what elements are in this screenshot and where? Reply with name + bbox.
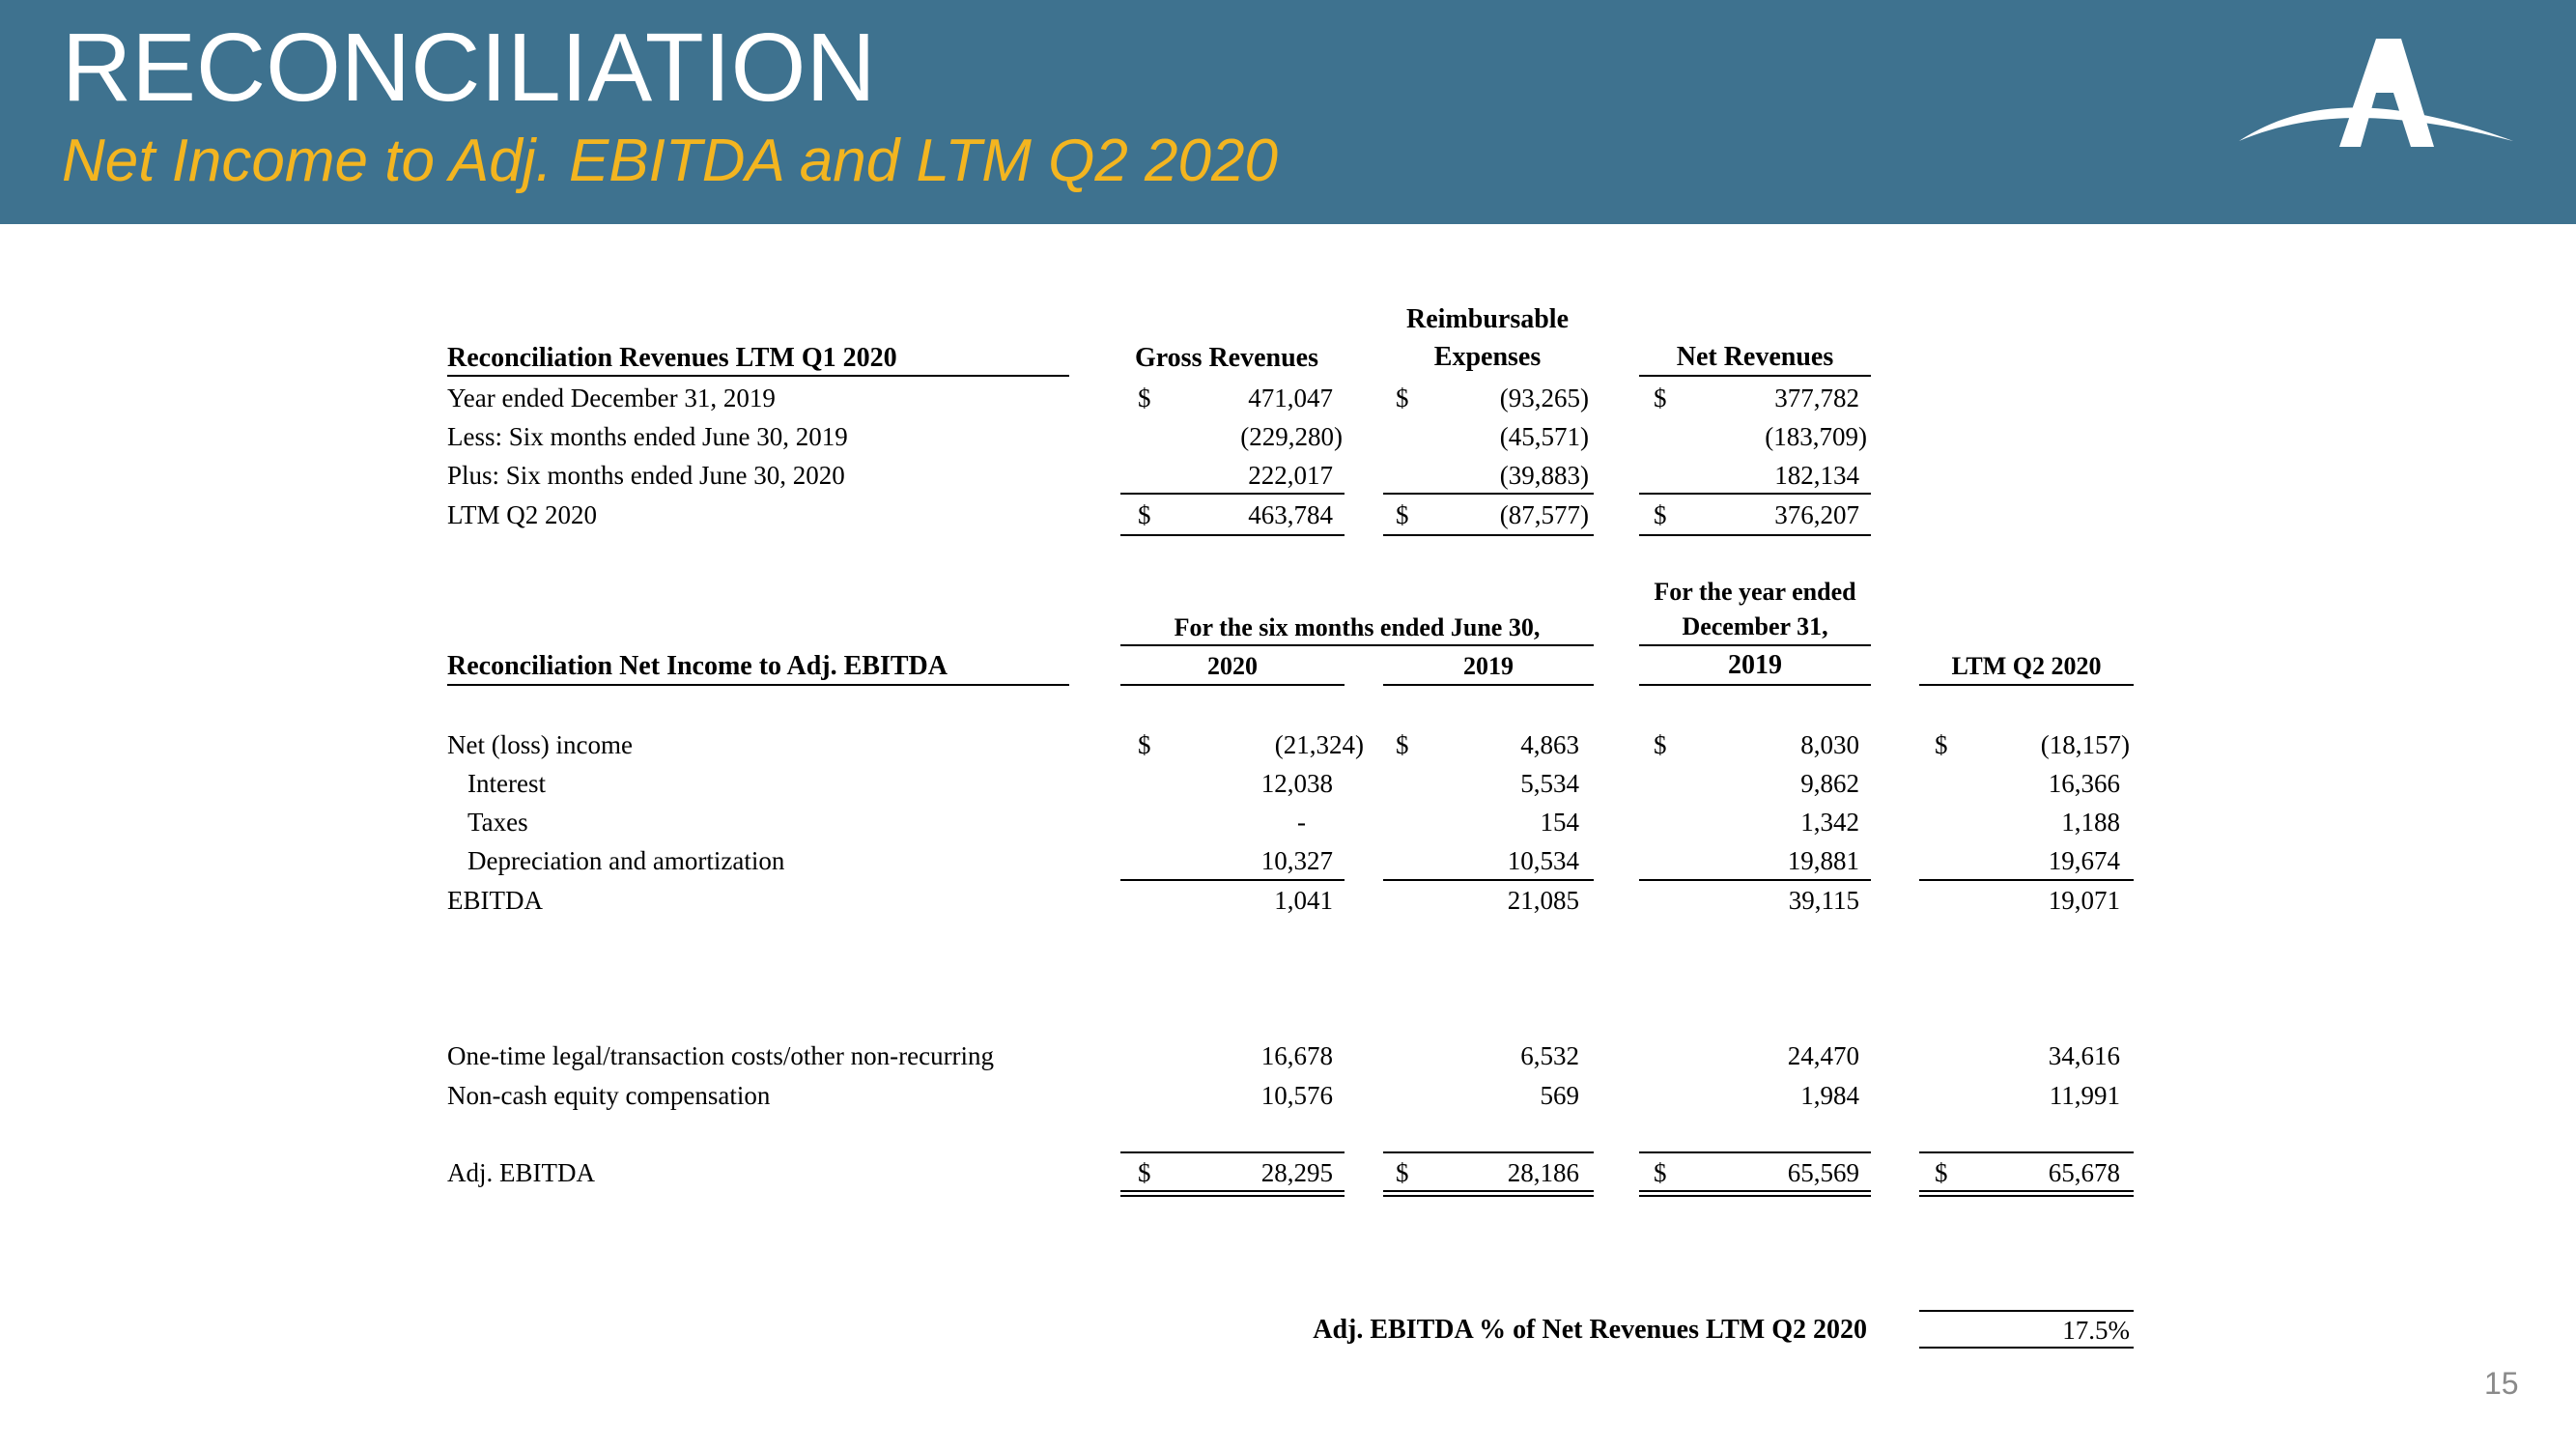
value-year-2019: 24,470: [1787, 1041, 1859, 1070]
currency-symbol: $: [1654, 500, 1667, 529]
rev-row-label: Less: Six months ended June 30, 2019: [447, 422, 848, 451]
rev-subtotal-line: [1383, 493, 1594, 495]
value-ltm: 11,991: [2049, 1081, 2120, 1110]
value-year-2019: 39,115: [1788, 886, 1859, 915]
margin-value: 17.5%: [2062, 1316, 2130, 1345]
ebitda-subtotal-line: [1383, 879, 1594, 881]
six-months-header-underline: [1120, 644, 1594, 646]
rev-net-value: 182,134: [1774, 461, 1859, 490]
ebitda-header-underline: [1919, 684, 2134, 686]
ebitda-subtotal-line: [1919, 879, 2134, 881]
value-2019: 6,532: [1520, 1041, 1579, 1070]
rev-reimb-value: (87,577): [1499, 500, 1589, 529]
adj-ebitda-double-underline: [1383, 1190, 1594, 1197]
ebitda-header-underline: [1639, 684, 1871, 686]
currency-symbol: $: [1138, 500, 1151, 529]
currency-symbol: $: [1396, 384, 1409, 412]
ebitda-header-underline: [447, 684, 1069, 686]
currency-symbol: $: [1935, 730, 1948, 759]
ebitda-row-label: Adj. EBITDA: [447, 1158, 595, 1187]
ebitda-subtotal-line: [1120, 879, 1345, 881]
rev-gross-value: 471,047: [1248, 384, 1333, 412]
currency-symbol: $: [1654, 384, 1667, 412]
value-ltm: 1,188: [2061, 808, 2120, 837]
col-ltm-q2-2020: LTM Q2 2020: [1951, 652, 2102, 680]
arrow-arch-logo-icon: [2231, 33, 2521, 149]
ebitda-header-underline: [1383, 684, 1594, 686]
revenues-table-title: Reconciliation Revenues LTM Q1 2020: [447, 343, 897, 373]
page-title: RECONCILIATION: [62, 14, 876, 122]
adj-ebitda-top-line: [1919, 1151, 2134, 1153]
ebitda-row-label: EBITDA: [447, 886, 543, 915]
header-band: [0, 0, 2576, 224]
col-year-2019: 2019: [1728, 650, 1782, 680]
rev-net-value: 377,782: [1774, 384, 1859, 412]
page-subtitle: Net Income to Adj. EBITDA and LTM Q2 2020: [62, 128, 1278, 194]
col-net-revenues: Net Revenues: [1676, 342, 1834, 372]
col-gross-revenues: Gross Revenues: [1134, 343, 1319, 373]
value-2020: 28,295: [1260, 1158, 1333, 1187]
value-ltm: 65,678: [2048, 1158, 2120, 1187]
value-2020: 16,678: [1260, 1041, 1333, 1070]
value-year-2019: 8,030: [1800, 730, 1859, 759]
rev-reimb-value: (39,883): [1499, 461, 1589, 490]
value-year-2019: 9,862: [1800, 769, 1859, 798]
value-2020: (21,324): [1274, 730, 1364, 759]
adj-ebitda-double-underline: [1120, 1190, 1345, 1197]
value-2019: 10,534: [1507, 846, 1579, 875]
rev-gross-value: 463,784: [1248, 500, 1333, 529]
currency-symbol: $: [1396, 500, 1409, 529]
col-2020: 2020: [1207, 652, 1258, 680]
value-2019: 4,863: [1520, 730, 1579, 759]
currency-symbol: $: [1654, 1158, 1667, 1187]
rev-gross-value: (229,280): [1240, 422, 1343, 451]
value-year-2019: 1,342: [1800, 808, 1859, 837]
col-net-revenues-underline: [1639, 375, 1871, 377]
currency-symbol: $: [1138, 384, 1151, 412]
currency-symbol: $: [1396, 1158, 1409, 1187]
page-number: 15: [2484, 1366, 2519, 1401]
adj-ebitda-top-line: [1639, 1151, 1871, 1153]
ebitda-row-label: Interest: [467, 769, 546, 798]
currency-symbol: $: [1138, 1158, 1151, 1187]
rev-subtotal-line: [1639, 493, 1871, 495]
rev-row-label: Plus: Six months ended June 30, 2020: [447, 461, 845, 490]
margin-top-line: [1919, 1310, 2134, 1312]
currency-symbol: $: [1654, 730, 1667, 759]
margin-label: Adj. EBITDA % of Net Revenues LTM Q2 2020: [1313, 1315, 1867, 1345]
adj-ebitda-top-line: [1120, 1151, 1345, 1153]
value-ltm: 19,674: [2048, 846, 2120, 875]
col-2019: 2019: [1463, 652, 1514, 680]
adj-ebitda-top-line: [1383, 1151, 1594, 1153]
rev-row-label: LTM Q2 2020: [447, 500, 598, 529]
year-ended-header-line1: For the year ended: [1654, 578, 1856, 606]
ebitda-row-label: One-time legal/transaction costs/other non-recurring: [447, 1041, 995, 1070]
rev-net-value: 376,207: [1774, 500, 1859, 529]
rev-net-value: (183,709): [1765, 422, 1867, 451]
col-reimbursable-line1: Reimbursable: [1406, 304, 1569, 334]
value-ltm: 34,616: [2048, 1041, 2120, 1070]
ebitda-subtotal-line: [1639, 879, 1871, 881]
value-year-2019: 19,881: [1787, 846, 1859, 875]
rev-subtotal-line: [1120, 493, 1345, 495]
value-2020: 10,327: [1260, 846, 1333, 875]
year-header-underline: [1639, 644, 1871, 646]
rev-total-line: [1120, 534, 1345, 536]
value-2020: 1,041: [1274, 886, 1333, 915]
value-2020: 10,576: [1260, 1081, 1333, 1110]
year-ended-header-line2: December 31,: [1682, 612, 1828, 640]
value-year-2019: 1,984: [1800, 1081, 1859, 1110]
value-year-2019: 65,569: [1787, 1158, 1859, 1187]
value-2019: 5,534: [1520, 769, 1579, 798]
value-2019: 21,085: [1507, 886, 1579, 915]
ebitda-header-underline: [1120, 684, 1345, 686]
value-2019: 569: [1540, 1081, 1579, 1110]
value-2019: 28,186: [1507, 1158, 1579, 1187]
six-months-header: For the six months ended June 30,: [1174, 613, 1541, 641]
value-ltm: 16,366: [2048, 769, 2120, 798]
value-2020: 12,038: [1260, 769, 1333, 798]
value-ltm: (18,157): [2040, 730, 2130, 759]
ebitda-table-title: Reconciliation Net Income to Adj. EBITDA: [447, 651, 948, 681]
currency-symbol: $: [1935, 1158, 1948, 1187]
ebitda-row-label: Depreciation and amortization: [467, 846, 785, 875]
rev-reimb-value: (93,265): [1499, 384, 1589, 412]
margin-bottom-line: [1919, 1347, 2134, 1349]
ebitda-row-label: Taxes: [467, 808, 528, 837]
ebitda-row-label: Non-cash equity compensation: [447, 1081, 771, 1110]
rev-reimb-value: (45,571): [1499, 422, 1589, 451]
value-2019: 154: [1540, 808, 1579, 837]
ebitda-row-label: Net (loss) income: [447, 730, 633, 759]
value-ltm: 19,071: [2048, 886, 2120, 915]
revenues-title-underline: [447, 375, 1069, 377]
rev-total-line: [1383, 534, 1594, 536]
rev-total-line: [1639, 534, 1871, 536]
adj-ebitda-double-underline: [1639, 1190, 1871, 1197]
adj-ebitda-double-underline: [1919, 1190, 2134, 1197]
value-2020: -: [1297, 808, 1306, 837]
currency-symbol: $: [1138, 730, 1151, 759]
currency-symbol: $: [1396, 730, 1409, 759]
rev-row-label: Year ended December 31, 2019: [447, 384, 776, 412]
rev-gross-value: 222,017: [1248, 461, 1333, 490]
col-reimbursable-line2: Expenses: [1433, 342, 1542, 372]
